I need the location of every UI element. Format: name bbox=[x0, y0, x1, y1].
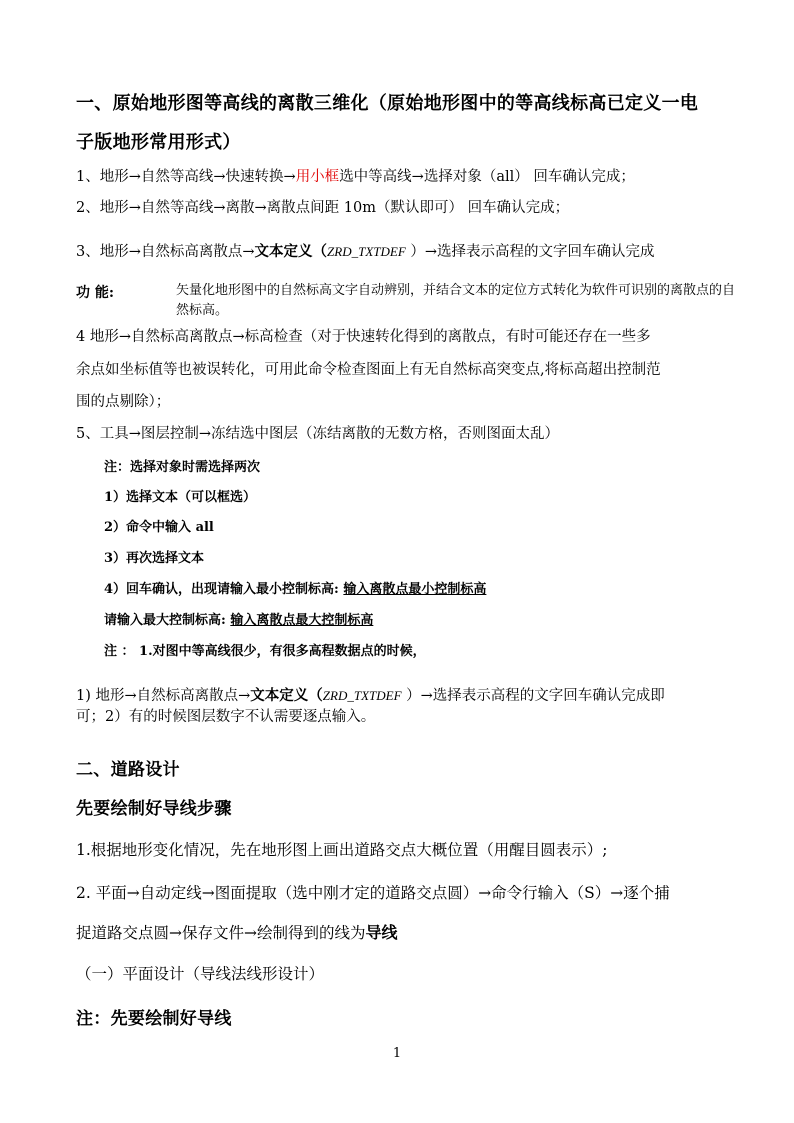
note-item-2: 2）命令中输入 all bbox=[104, 520, 214, 535]
alt-step-line1 bbox=[76, 684, 665, 705]
alt-step-text-c: ）→选择表示高程的文字回车确认完成即 bbox=[401, 688, 665, 704]
alt-step-text-a: 1) 地形→自然标高离散点→ bbox=[76, 688, 251, 704]
step1 bbox=[76, 165, 635, 186]
step5: 5、工具→图层控制→冻结选中图层（冻结离散的无数方格，否则图面太乱） bbox=[76, 426, 560, 442]
section2-item2-text: 捉道路交点圆→保存文件→绘制得到的线为 bbox=[76, 924, 366, 942]
function-label: 功 能: bbox=[76, 285, 115, 301]
alt-step-bold: 文本定义（ bbox=[250, 687, 323, 704]
section2-subsection1: （一）平面设计（导线法线形设计） bbox=[76, 965, 325, 983]
section2-item2-bold: 导线 bbox=[365, 923, 398, 942]
step4-line1: 4 地形→自然标高离散点→标高检查（对于快速转化得到的离散点，有时可能还存在一些多 bbox=[76, 329, 651, 345]
step1-highlight: 用小框 bbox=[295, 169, 340, 185]
section1-title-line2: 子版地形常用形式） bbox=[76, 132, 241, 153]
note-item-5-underlined: 输入离散点最大控制标高 bbox=[230, 613, 374, 628]
section2-item1: 1.根据地形变化情况，先在地形图上画出道路交点大概位置（用醒目圆表示）; bbox=[76, 841, 608, 859]
note-item-6: 注 ： 1.对图中等高线很少，有很多高程数据点的时候， bbox=[104, 644, 426, 659]
step1-text-a: 1、地形→自然等高线→快速转换→ bbox=[76, 169, 296, 185]
section2-title: 二、道路设计 bbox=[76, 760, 180, 780]
note-item-4-underlined: 输入离散点最小控制标高 bbox=[343, 582, 487, 597]
step2: 2、地形→自然等高线→离散→离散点间距 10m（默认即可） 回车确认完成； bbox=[76, 200, 570, 216]
note-item-5 bbox=[104, 609, 373, 628]
section2-note: 注：先要绘制好导线 bbox=[76, 1009, 232, 1029]
step3-code: ZRD_TXTDEF bbox=[327, 244, 406, 259]
section1-title-line1: 一、原始地形图等高线的离散三维化（原始地形图中的等高线标高已定义一电 bbox=[76, 93, 699, 114]
section2-item2-line2 bbox=[76, 920, 398, 943]
note-item-5-text: 请输入最大控制标高: bbox=[104, 613, 231, 628]
section2-subtitle: 先要绘制好导线步骤 bbox=[76, 799, 232, 819]
alt-step-code: ZRD_TXTDEF bbox=[322, 688, 402, 703]
note-item-3: 3）再次选择文本 bbox=[104, 551, 205, 566]
step4-line2: 余点如坐标值等也被误转化，可用此命令检查图面上有无自然标高突变点,将标高超出控制范 bbox=[76, 362, 661, 378]
step3 bbox=[76, 240, 655, 261]
section2-item2-line1: 2. 平面→自动定线→图面提取（选中刚才定的道路交点圆）→命令行输入（S）→逐个捕 bbox=[76, 884, 670, 902]
note-item-4-text: 4）回车确认，出现请输入最小控制标高: bbox=[104, 582, 344, 597]
step3-text-c: ）→选择表示高程的文字回车确认完成 bbox=[405, 244, 655, 260]
step4-line3: 围的点剔除）； bbox=[76, 394, 171, 410]
step1-text-b: 选中等高线→选择对象（all） 回车确认完成； bbox=[339, 169, 635, 185]
alt-step-line2: 可；2）有的时候图层数字不认需要逐点输入。 bbox=[76, 709, 376, 725]
note-title: 注：选择对象时需选择两次 bbox=[104, 460, 261, 475]
note-item-4 bbox=[104, 578, 486, 597]
page-number: 1 bbox=[392, 1046, 402, 1061]
step3-text-a: 3、地形→自然标高离散点→ bbox=[76, 244, 255, 260]
function-text: 矢量化地形图中的自然标高文字自动辨别，并结合文本的定位方式转化为软件可识别的离散点的自然标高。 bbox=[176, 283, 736, 318]
step3-bold: 文本定义（ bbox=[254, 243, 328, 260]
note-item-1: 1）选择文本（可以框选） bbox=[104, 490, 257, 505]
